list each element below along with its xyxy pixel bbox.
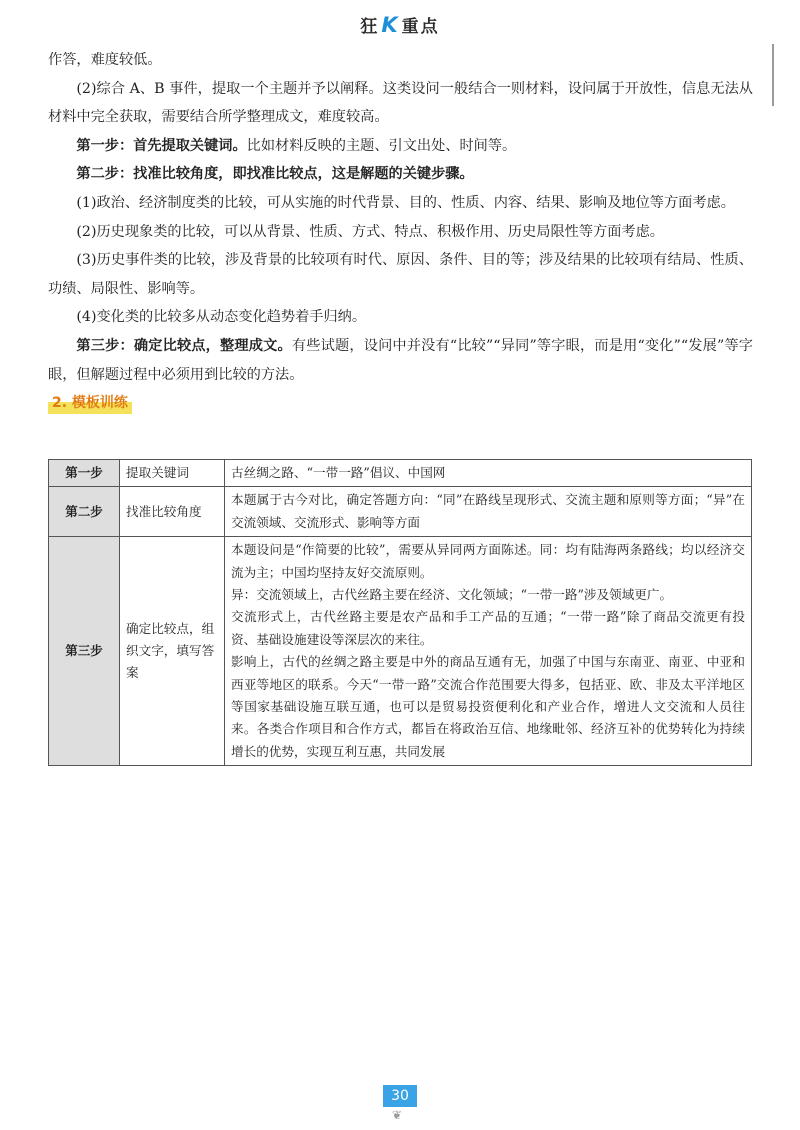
paragraph-4: (2)历史现象类的比较，可以从背景、性质、方式、特点、积极作用、历史局限性等方面考虑。 <box>76 223 664 240</box>
paragraph-3: (1)政治、经济制度类的比较，可从实施的时代背景、目的、性质、内容、结果、影响及地位等方面考虑。 <box>76 194 735 211</box>
page-header <box>0 12 800 37</box>
table-step-cell: 第二步 <box>49 487 120 537</box>
table-label-cell: 确定比较点，组织文字，填写答案 <box>120 537 225 766</box>
header-k-logo: K <box>381 13 400 37</box>
table-body-line: 异：交流领域上，古代丝路主要在经济、文化领域；“一带一路”涉及领域更广。 <box>231 587 673 603</box>
table-body-cell <box>225 537 752 766</box>
leaf-icon: ❦ <box>392 1108 403 1122</box>
section-title: 2. 模板训练 <box>48 392 132 414</box>
table-body-line: 古丝绸之路、“一带一路”倡议、中国网 <box>231 465 446 480</box>
table-label-cell: 找准比较角度 <box>120 487 225 537</box>
step2-heading: 第二步：找准比较角度，即找准比较点，这是解题的关键步骤。 <box>76 166 474 183</box>
table-row <box>49 537 752 766</box>
step1-paragraph <box>48 132 753 161</box>
table-step-cell: 第三步 <box>49 537 120 766</box>
page-edge-mark <box>772 44 774 106</box>
main-content <box>48 46 753 418</box>
paragraph-5: (3)历史事件类的比较，涉及背景的比较项有时代、原因、条件、目的等；涉及结果的比较项有结局、性质、功绩、局限性、影响等。 <box>48 252 753 297</box>
step1-label: 第一步：首先提取关键词。 <box>76 137 247 154</box>
table-body-line: 影响上，古代的丝绸之路主要是中外的商品互通有无，加强了中国与东南亚、南亚、中亚和西亚等地区的联系。今天“一带一路”交流合作范围要大得多，包括亚、欧、非及太平洋地区等国家基础设施互联互通，也可以是贸易投资便利化和产业合作，增进人文交流和人员往来。各类合作项目和合作方式，都旨在将政治互信、地缘毗邻、经济互补的优势转化为持续增长的优势，实现互利互惠，共同发展 <box>231 654 745 759</box>
table-body-line: 交流形式上，古代丝路主要是农产品和手工产品的互通；“一带一路”除了商品交流更有投资、基础设施建设等深层次的来往。 <box>231 609 745 647</box>
paragraph-1: 作答，难度较低。 <box>48 52 162 68</box>
table-body-line: 本题设问是“作简要的比较”，需要从异同两方面陈述。同：均有陆海两条路线；均以经济交流为主；中国均坚持友好交流原则。 <box>231 542 745 580</box>
table-row <box>49 460 752 487</box>
step3-text: 有些试题，设问中并没有“比较”“异同”等字眼，而是用“变化”“发展”等字眼，但解题过程中必须用到比较的方法。 <box>48 337 753 383</box>
step3-label: 第三步：确定比较点，整理成文。 <box>76 337 292 354</box>
paragraph-6: (4)变化类的比较多从动态变化趋势着手归纳。 <box>76 309 367 326</box>
page-number: 30 <box>383 1085 417 1107</box>
step1-text: 比如材料反映的主题、引文出处、时间等。 <box>246 137 517 154</box>
header-text-right: 重点 <box>401 17 440 37</box>
table-label-cell: 提取关键词 <box>120 460 225 487</box>
table-body-line: 本题属于古今对比，确定答题方向：“同”在路线呈现形式、交流主题和原则等方面；“异”在交流领域、交流形式、影响等方面 <box>231 492 745 530</box>
template-table <box>48 459 752 766</box>
table-body-cell <box>225 487 752 537</box>
table-step-cell: 第一步 <box>49 460 120 487</box>
header-text-left: 狂 <box>360 17 380 37</box>
table-row <box>49 487 752 537</box>
step3-paragraph <box>48 332 753 389</box>
paragraph-2: (2)综合 A、B 事件，提取一个主题并予以阐释。这类设问一般结合一则材料，设问属于开放性，信息无法从材料中完全获取，需要结合所学整理成文，难度较高。 <box>48 80 753 126</box>
table-body-cell <box>225 460 752 487</box>
